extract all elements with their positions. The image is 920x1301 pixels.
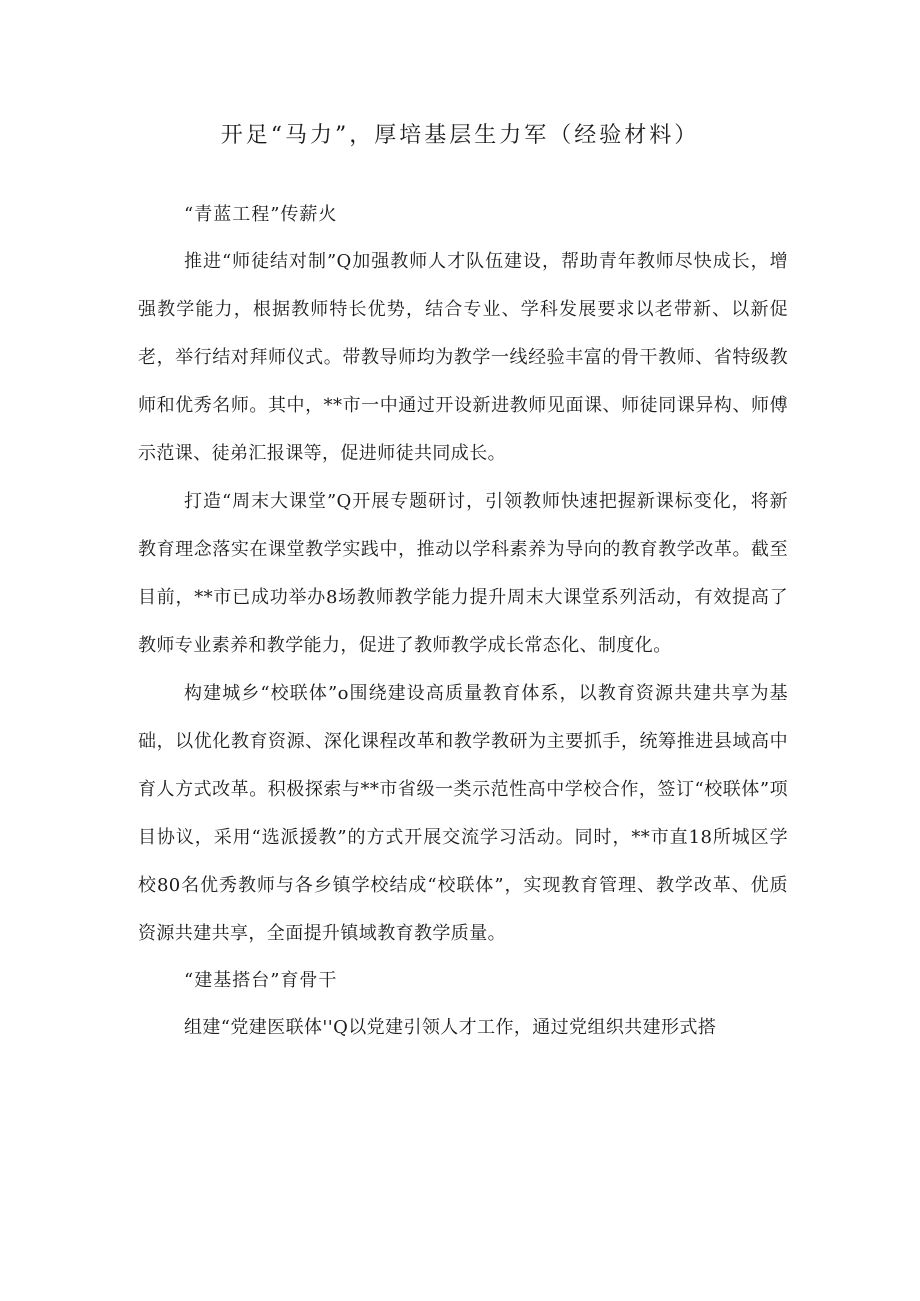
paragraph: 推进“师徒结对制”Q加强教师人才队伍建设，帮助青年教师尽快成长，增强教学能力，根据教师特长优势，结合专业、学科发展要求以老带新、以新促老，举行结对拜师仪式。带教导师均为教学一线经验丰富的骨干教师、省特级教师和优秀名师。其中，**市一中通过开设新进教师见面课、师徒同课异构、师傅示范课、徒弟汇报课等，促进师徒共同成长。 (138, 251, 788, 464)
document-body (138, 192, 788, 1052)
paragraph: 组建“党建医联体''Q以党建引领人才工作，通过党组织共建形式搭 (184, 1017, 717, 1038)
document-title: 开足“马力”，厚培基层生力军（经验材料） (220, 123, 700, 148)
paragraph: 打造“周末大课堂”Q开展专题研讨，引领教师快速把握新课标变化，将新教育理念落实在课堂教学实践中，推动以学科素养为导向的教育教学改革。截至目前，**市已成功举办8场教师教学能力提升周末大课堂系列活动，有效提高了教师专业素养和教学能力，促进了教师教学成长常态化、制度化。 (138, 491, 788, 656)
paragraph: 构建城乡“校联体”o围绕建设高质量教育体系，以教育资源共建共享为基础，以优化教育资源、深化课程改革和教学教研为主要抓手，统筹推进县域高中育人方式改革。积极探索与**市省级一类示范性高中学校合作，签订“校联体”项目协议，采用“选派援教”的方式开展交流学习活动。同时，**市直18所城区学校80名优秀教师与各乡镇学校结成“校联体”，实现教育管理、教学改革、优质资源共建共享，全面提升镇域教育教学质量。 (138, 683, 788, 944)
section-heading: “建基搭台”育骨干 (184, 970, 338, 991)
section-heading: “青蓝工程”传薪火 (184, 204, 338, 225)
